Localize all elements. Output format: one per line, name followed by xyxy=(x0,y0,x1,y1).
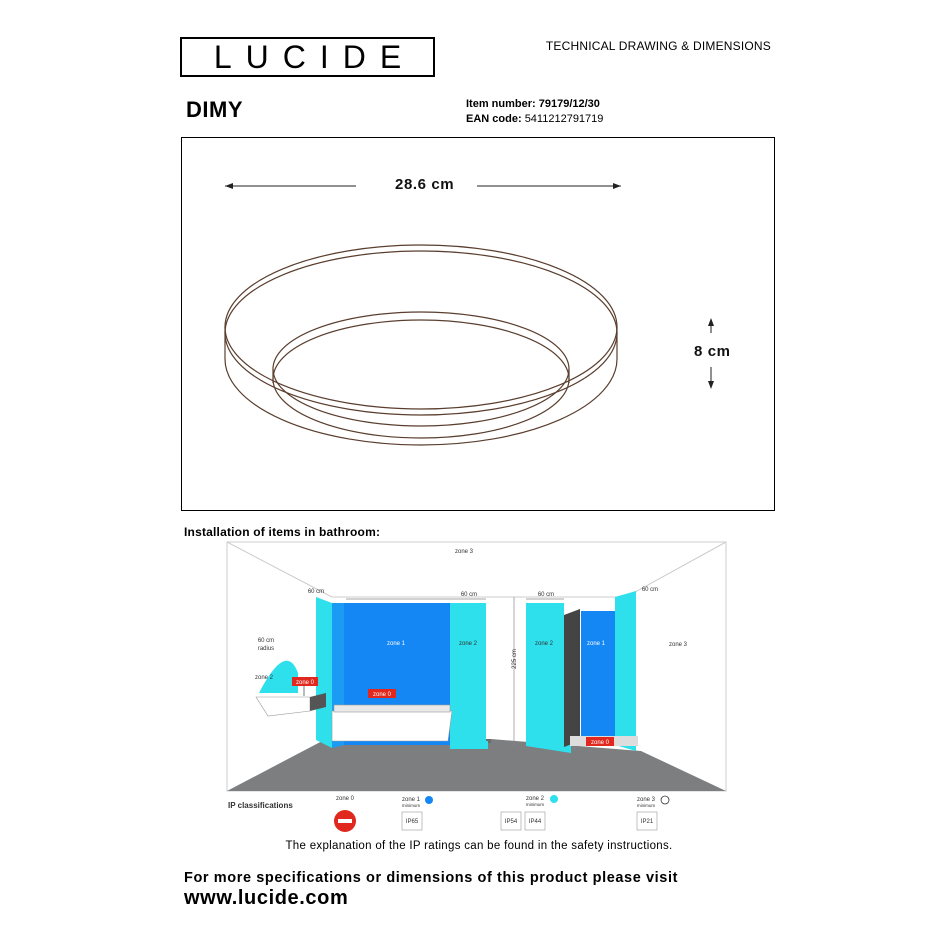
ip-classification-row xyxy=(226,792,728,838)
zone2-sink-label: zone 2 xyxy=(254,675,274,681)
ean-value: 5411212791719 xyxy=(524,113,604,125)
dist-60-mid-right-label: 60 cm xyxy=(537,592,555,598)
zone0-bath-label: zone 0 xyxy=(372,692,392,698)
ip-title: IP classifications xyxy=(228,801,293,810)
ip-zone1-min: minimum xyxy=(401,803,421,808)
height-arrowhead-top xyxy=(708,318,714,326)
ip-zone1-rating: IP65 xyxy=(405,819,419,825)
bathroom-zones-diagram xyxy=(226,541,728,793)
height-arrowhead-bottom xyxy=(708,381,714,389)
sink xyxy=(256,697,310,716)
ip-zone3-min: minimum xyxy=(636,803,656,808)
ip-zone2-rating-a: IP54 xyxy=(504,819,518,825)
item-number-label: Item number: xyxy=(466,98,536,110)
product-codes xyxy=(466,97,603,127)
ip-zone2-rating-b: IP44 xyxy=(528,819,542,825)
zone2-dot-icon xyxy=(550,795,558,803)
product-name: DIMY xyxy=(186,97,243,122)
ip-zone3-label: zone 3 xyxy=(636,797,656,803)
document-type: TECHNICAL DRAWING & DIMENSIONS xyxy=(545,39,771,53)
website-link[interactable]: www.lucide.com xyxy=(184,887,349,909)
zone0-sink-label: zone 0 xyxy=(295,680,315,686)
width-dimension: 28.6 cm xyxy=(395,176,455,193)
zone3-right-label: zone 3 xyxy=(668,642,688,648)
dist-60-left-label: 60 cm xyxy=(307,589,325,595)
zone0-shower-label: zone 0 xyxy=(590,740,610,746)
radius-label-1: 60 cm xyxy=(257,638,275,644)
dist-60-mid-left-label: 60 cm xyxy=(460,592,478,598)
ean-label: EAN code: xyxy=(466,113,522,125)
zone1-shower-area xyxy=(581,611,615,745)
ip-note: The explanation of the IP ratings can be found in the safety instructions. xyxy=(285,840,673,852)
zone3-dot-icon xyxy=(661,796,669,804)
brand-logo: LUCIDE xyxy=(213,39,416,75)
ip-zone1-label: zone 1 xyxy=(401,797,421,803)
zone3-top-label: zone 3 xyxy=(454,549,474,555)
height-dimension: 8 cm xyxy=(694,343,731,360)
ip-zone2-min: minimum xyxy=(525,802,545,807)
zone1-dot-icon xyxy=(425,796,433,804)
ip-zone0-label: zone 0 xyxy=(335,796,355,802)
bath-tub xyxy=(332,711,452,741)
footer-text: For more specifications or dimensions of this product please visit xyxy=(184,870,679,886)
zone2-left-wall-strip xyxy=(316,597,332,748)
zone2-shower-right-wall xyxy=(615,591,636,751)
bath-tub-rim xyxy=(334,705,450,712)
zone2-shower-area xyxy=(526,603,564,743)
zone1-shower-label: zone 1 xyxy=(586,641,606,647)
zone2-bath-area xyxy=(450,603,486,745)
lamp-drawing xyxy=(181,137,775,511)
width-arrowhead-left xyxy=(225,183,233,189)
zone1-bath-label: zone 1 xyxy=(386,641,406,647)
radius-label-2: radius xyxy=(257,646,275,652)
item-number-value: 79179/12/30 xyxy=(538,98,600,110)
zone2-bath-floor xyxy=(450,741,488,749)
height-225-label: 225 cm xyxy=(512,649,518,669)
lamp-outline xyxy=(225,245,617,445)
bathroom-section-title: Installation of items in bathroom: xyxy=(184,525,381,539)
zone2-shower-label: zone 2 xyxy=(534,641,554,647)
width-arrowhead-right xyxy=(613,183,621,189)
shower-glass-panel xyxy=(564,609,580,747)
zone2-bath-label: zone 2 xyxy=(458,641,478,647)
ip-zone3-rating: IP21 xyxy=(640,819,654,825)
ip-zone2-label: zone 2 xyxy=(525,796,545,802)
dist-60-right-label: 60 cm xyxy=(641,587,659,593)
no-entry-bar xyxy=(338,819,352,823)
